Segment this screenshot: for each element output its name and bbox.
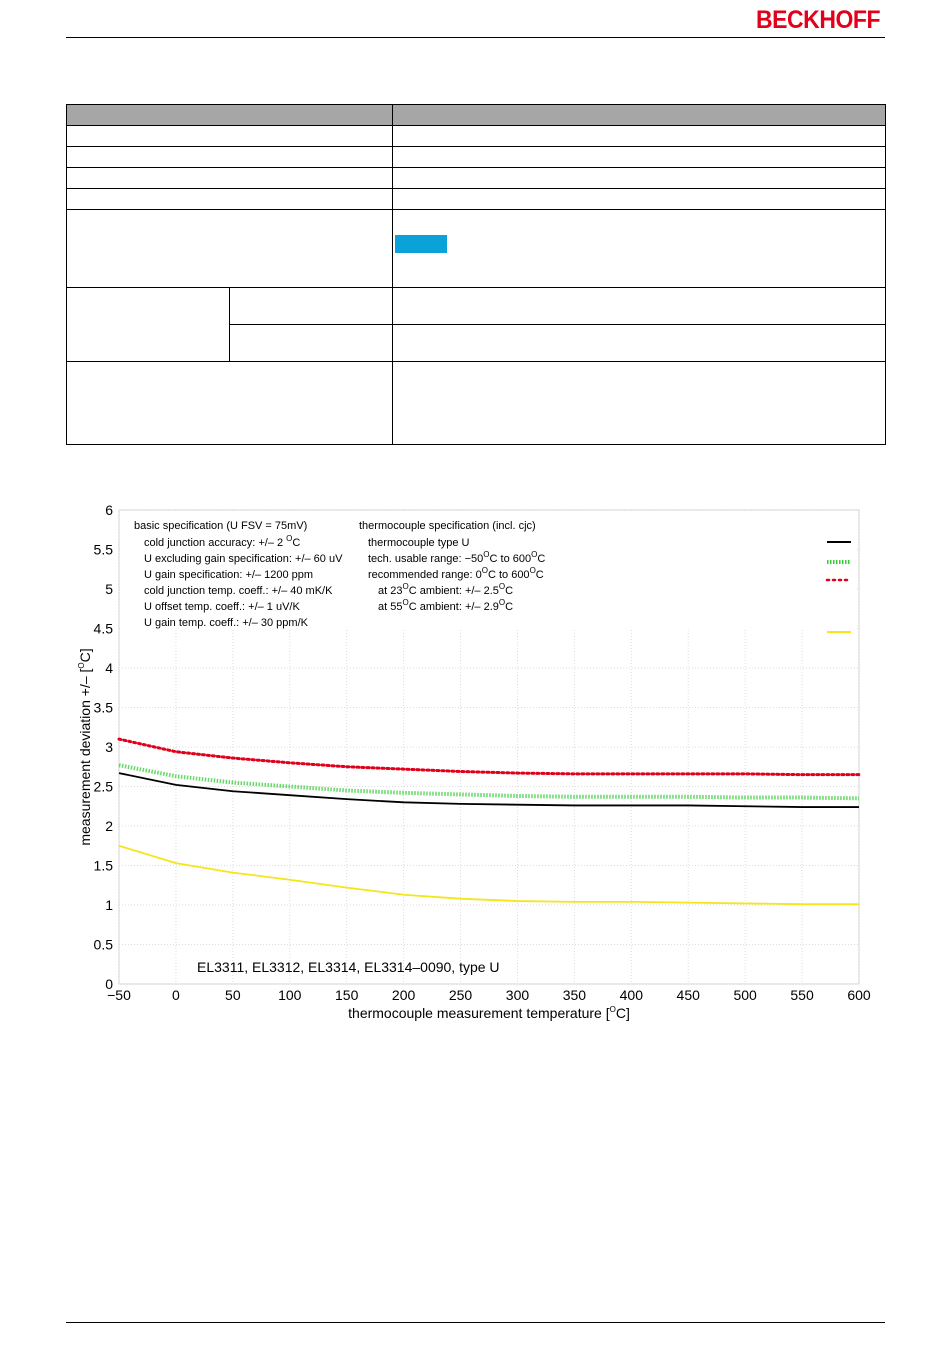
footer-divider: [66, 1322, 885, 1323]
table-cell: [230, 325, 393, 362]
x-tick-label: 0: [172, 987, 180, 1003]
x-tick-label: 200: [391, 987, 416, 1003]
y-tick-label: 5: [105, 581, 113, 597]
specification-table: [66, 104, 886, 445]
x-tick-label: 50: [225, 987, 241, 1003]
y-tick-label: 4.5: [93, 620, 113, 637]
y-tick-label: 4: [105, 660, 113, 676]
notes-right-line2: tech. usable range: $-50^OC$ to $600^OC$: [368, 550, 546, 565]
notes-left-line: U offset temp. coeff.: +/– 1 uV/K: [144, 601, 300, 613]
y-tick-label: 6: [105, 502, 113, 518]
x-tick-label: 300: [505, 987, 530, 1003]
x-tick-label: 100: [278, 987, 302, 1003]
notes-left-line: cold junction accuracy: +/– 2 $^O$C: [144, 534, 301, 549]
table-cell: [393, 126, 886, 147]
notes-right-line4: at $23^OC$ ambient: +/– $2.5^OC$: [378, 582, 514, 597]
chart-title: EL3311, EL3312, EL3314, EL3314–0090, type U: [197, 959, 500, 975]
header-divider: [66, 37, 885, 38]
table-cell: [67, 147, 393, 168]
table-cell: [67, 362, 393, 445]
x-tick-label: 500: [733, 987, 757, 1003]
x-tick-label: 400: [619, 987, 643, 1003]
x-tick-label: 150: [335, 987, 359, 1003]
notes-left-line: cold junction temp. coeff.: +/– 40 mK/K: [144, 585, 333, 597]
notes-right-line5: at $55^OC$ ambient: +/– $2.9^OC$: [378, 598, 514, 613]
notes-right-heading: thermocouple specification (incl. cjc): [359, 520, 536, 532]
beckhoff-logo: BECKHOFF: [756, 6, 881, 34]
notes-left-line: U excluding gain specification: +/– 60 uV: [144, 553, 343, 565]
x-tick-label: −50: [107, 987, 131, 1003]
table-cell: [67, 210, 393, 288]
x-tick-label: 250: [448, 987, 473, 1003]
y-tick-label: 2: [105, 818, 113, 834]
table-cell: [67, 126, 393, 147]
y-tick-label: 2.5: [93, 778, 113, 795]
y-tick-label: 3.5: [93, 699, 113, 716]
y-tick-label: 1.5: [93, 857, 113, 874]
table-header-cell: [393, 105, 886, 126]
table-cell: [393, 325, 886, 362]
y-tick-label: 0: [105, 976, 113, 992]
table-cell: [393, 189, 886, 210]
x-tick-label: 600: [847, 987, 871, 1003]
x-tick-label: 350: [562, 987, 587, 1003]
y-axis-label: measurement deviation +/– [$^O$C]: [77, 648, 93, 846]
notes-right-line3: recommended range: $0^OC$ to $600^OC$: [368, 566, 544, 581]
table-header-cell: [67, 105, 393, 126]
notes-left-line: U gain temp. coeff.: +/– 30 ppm/K: [144, 617, 308, 629]
y-tick-label: 1: [105, 897, 113, 913]
x-tick-label: 450: [676, 987, 700, 1003]
deviation-chart: [70, 498, 880, 1028]
notes-left-line: U gain specification: +/– 1200 ppm: [144, 569, 314, 581]
table-cell: [393, 147, 886, 168]
table-cell: [67, 168, 393, 189]
y-tick-label: 5.5: [93, 541, 113, 558]
notes-right-line1: thermocouple type U: [368, 537, 470, 549]
table-cell: [67, 189, 393, 210]
notes-left-heading: basic specification (U FSV = 75mV): [134, 520, 308, 532]
y-tick-label: 0.5: [93, 936, 113, 953]
table-cell: [67, 288, 230, 362]
x-axis-label: thermocouple measurement temperature [$^O$C]: [348, 1005, 630, 1021]
table-cell: [393, 210, 886, 288]
table-cell: [393, 288, 886, 325]
y-tick-label: 3: [105, 739, 113, 755]
x-tick-label: 550: [790, 987, 814, 1003]
table-cell: [393, 168, 886, 189]
table-cell: [230, 288, 393, 325]
highlight-marker: [395, 235, 447, 253]
table-cell: [393, 362, 886, 445]
chart-svg: [70, 498, 880, 1028]
